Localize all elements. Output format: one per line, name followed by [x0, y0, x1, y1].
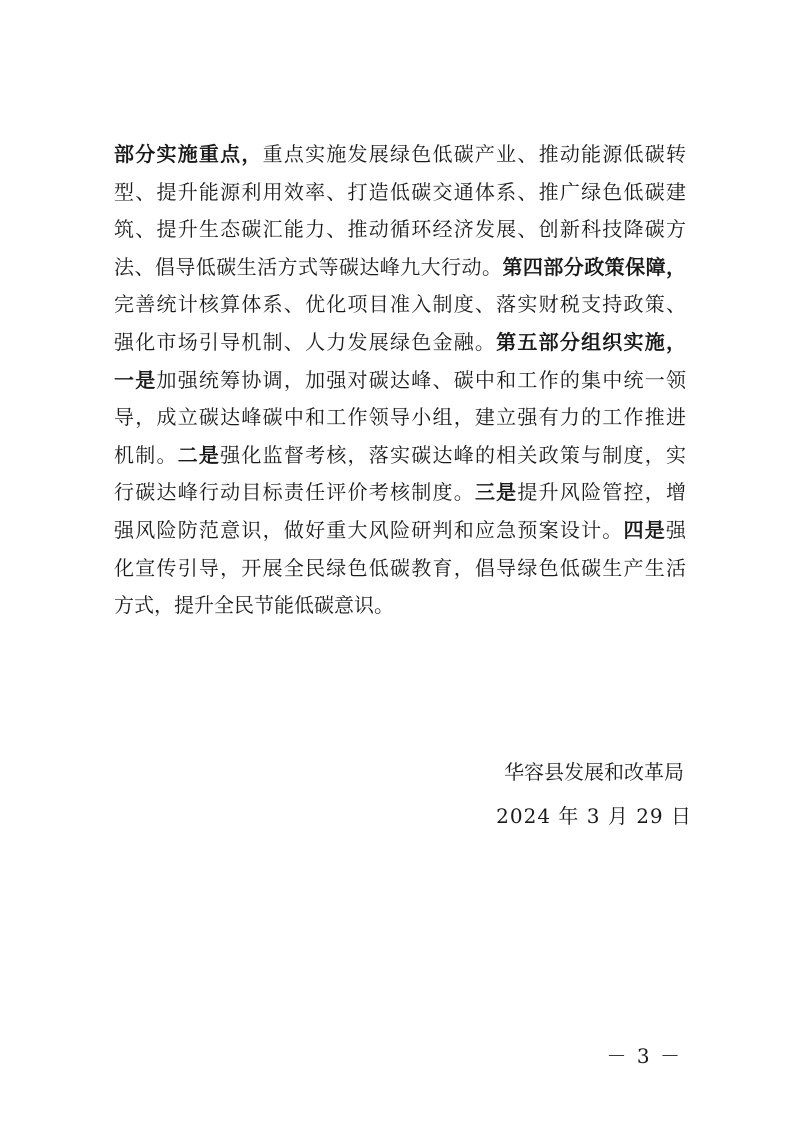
text-line: [114, 249, 686, 287]
signature-block: [496, 750, 692, 838]
text-run: 完善统计核算体系、优化项目准入制度、落实财税支持政策、: [114, 292, 686, 317]
text-run: 筑、提升生态碳汇能力、推动循环经济发展、创新科技降碳方: [114, 217, 686, 242]
text-run: 强化监督考核，落实碳达峰的相关政策与制度，实: [220, 442, 687, 467]
text-line: [114, 587, 686, 625]
text-run: 加强统筹协调，加强对碳达峰、碳中和工作的集中统一领: [156, 367, 687, 392]
text-run: 法、倡导低碳生活方式等碳达峰九大行动。: [114, 254, 503, 279]
body-paragraph: [114, 136, 686, 625]
text-line: [114, 286, 686, 324]
page-number: － 3 －: [606, 1044, 682, 1068]
text-run: 强风险防范意识，做好重大风险研判和应急预案设计。: [114, 517, 624, 542]
text-line: [114, 136, 686, 174]
text-run: 重点实施发展绿色低碳产业、推动能源低碳转: [262, 142, 687, 166]
text-run: 型、提升能源利用效率、打造低碳交通体系、推广绿色低碳建: [114, 179, 686, 204]
bold-heading: 部分实施重点，: [114, 142, 263, 166]
text-line: [114, 512, 686, 550]
signature-organization: 华容县发展和改革局: [504, 760, 685, 784]
text-run: 提升风险管控，增: [517, 480, 687, 505]
text-run: 化宣传引导，开展全民绿色低碳教育，倡导绿色低碳生产生活: [114, 555, 686, 580]
text-line: [114, 474, 686, 512]
text-line: [114, 362, 686, 400]
text-run: 导，成立碳达峰碳中和工作领导小组，建立强有力的工作推进: [114, 405, 686, 430]
bold-heading: 第四部分政策保障，: [502, 254, 687, 279]
text-run: 机制。: [114, 442, 178, 467]
signature-date: 2024 年 3 月 29 日: [496, 804, 692, 828]
text-line: [114, 211, 686, 249]
text-run: 行碳达峰行动目标责任评价考核制度。: [114, 480, 475, 505]
bold-heading: 四是: [623, 517, 667, 542]
text-run: 强: [666, 517, 687, 542]
bold-heading: 第五部分组织实施，: [496, 329, 687, 354]
text-line: [114, 399, 686, 437]
text-line: [114, 324, 686, 362]
bold-heading: 三是: [474, 480, 518, 505]
text-run: 方式，提升全民节能低碳意识。: [114, 593, 394, 618]
text-run: 强化市场引导机制、人力发展绿色金融。: [114, 329, 497, 354]
bold-heading: 二是: [177, 442, 221, 467]
bold-heading: 一是: [114, 367, 157, 392]
text-line: [114, 437, 686, 475]
text-line: [114, 174, 686, 212]
text-line: [114, 550, 686, 588]
